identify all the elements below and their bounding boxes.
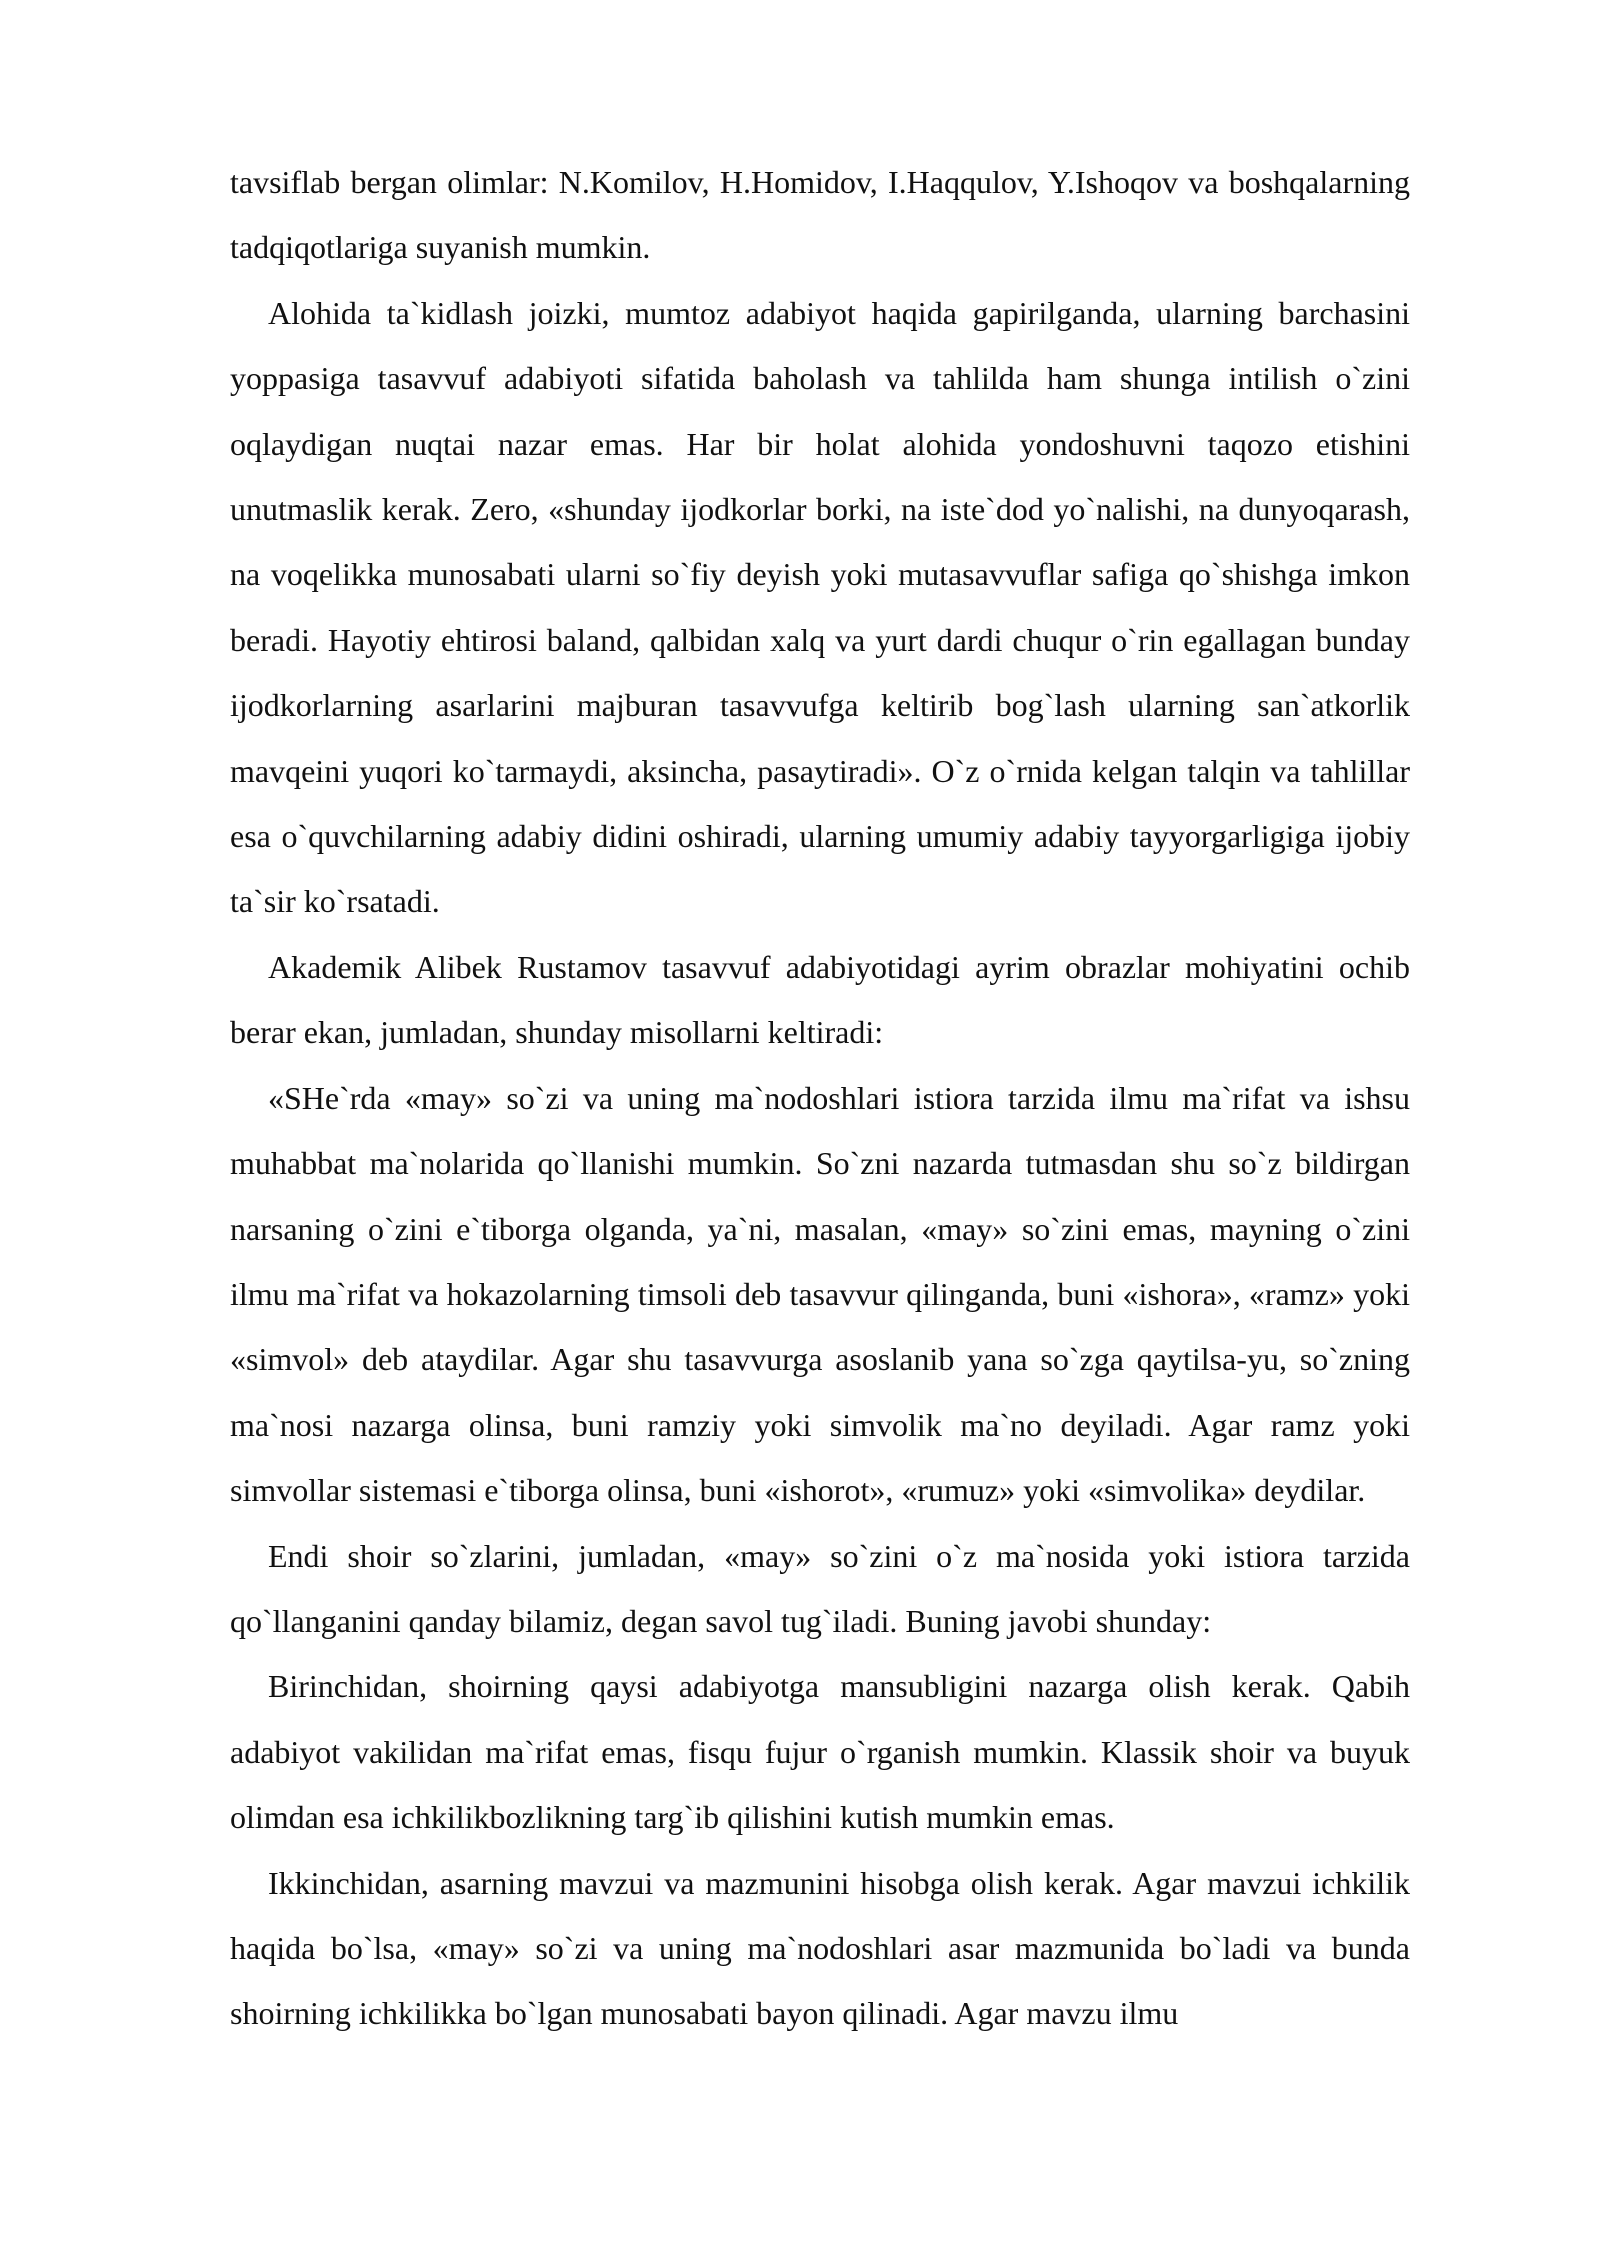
- paragraph-5: Endi shoir so`zlarini, jumladan, «may» so`zini o`z ma`nosida yoki istiora tarzida qo`llanganini qanday bilamiz, degan savol tug`iladi. Buning javobi shunday:: [230, 1537, 1410, 1639]
- paragraph-4: «SHe`rda «may» so`zi va uning ma`nodoshlari istiora tarzida ilmu ma`rifat va ishsu muhabbat ma`nolarida qo`llanishi mumkin. So`zni nazarda tutmasdan shu so`z bildirgan narsaning o`zini e`tiborga olganda, ya`ni, masalan, «may» so`zini emas, mayning o`zini ilmu ma`rifat va hokazolarning timsoli deb tasavvur qilinganda, buni «ishora», «ramz» yoki «simvol» deb ataydilar. Agar shu tasavvurga asoslanib yana so`zga qaytilsa-yu, so`zning ma`nosi nazarga olinsa, buni ramziy yoki simvolik ma`no deyiladi. Agar ramz yoki simvollar sistemasi e`tiborga olinsa, buni «ishorot», «rumuz» yoki «simvolika» deydilar.: [230, 1079, 1410, 1509]
- paragraph-7: Ikkinchidan, asarning mavzui va mazmunini hisobga olish kerak. Agar mavzui ichkilik haqida bo`lsa, «may» so`zi va uning ma`nodoshlari asar mazmunida bo`ladi va bunda shoirning ichkilikka bo`lgan munosabati bayon qilinadi. Agar mavzu ilmu: [230, 1864, 1410, 2032]
- paragraph-6: Birinchidan, shoirning qaysi adabiyotga mansubligini nazarga olish kerak. Qabih adabiyot vakilidan ma`rifat emas, fisqu fujur o`rganish mumkin. Klassik shoir va buyuk olimdan esa ichkilikbozlikning targ`ib qilishini kutish mumkin emas.: [230, 1668, 1410, 1836]
- document-body: [230, 150, 1410, 2047]
- paragraph-3: Akademik Alibek Rustamov tasavvuf adabiyotidagi ayrim obrazlar mohiyatini ochib berar ekan, jumladan, shunday misollarni keltiradi:: [230, 948, 1410, 1051]
- paragraph-2: Alohida ta`kidlash joizki, mumtoz adabiyot haqida gapirilganda, ularning barchasini yoppasiga tasavvuf adabiyoti sifatida baholash va tahlilda ham shunga intilish o`zini oqlaydigan nuqtai nazar emas. Har bir holat alohida yondoshuvni taqozo etishini unutmaslik kerak. Zero, «shunday ijodkorlar borki, na iste`dod yo`nalishi, na dunyoqarash, na voqelikka munosabati ularni so`fiy deyish yoki mutasavvuflar safiga qo`shishga imkon beradi. Hayotiy ehtirosi baland, qalbidan xalq va yurt dardi chuqur o`rin egallagan bunday ijodkorlarning asarlarini majburan tasavvufga keltirib bog`lash ularning san`atkorlik mavqeini yuqori ko`tarmaydi, aksincha, pasaytiradi». O`z o`rnida kelgan talqin va tahlillar esa o`quvchilarning adabiy didini oshiradi, ularning umumiy adabiy tayyorgarligiga ijobiy ta`sir ko`rsatadi.: [230, 294, 1410, 920]
- paragraph-1: tavsiflab bergan olimlar: N.Komilov, H.Homidov, I.Haqqulov, Y.Ishoqov va boshqalarning tadqiqotlariga suyanish mumkin.: [230, 164, 1410, 266]
